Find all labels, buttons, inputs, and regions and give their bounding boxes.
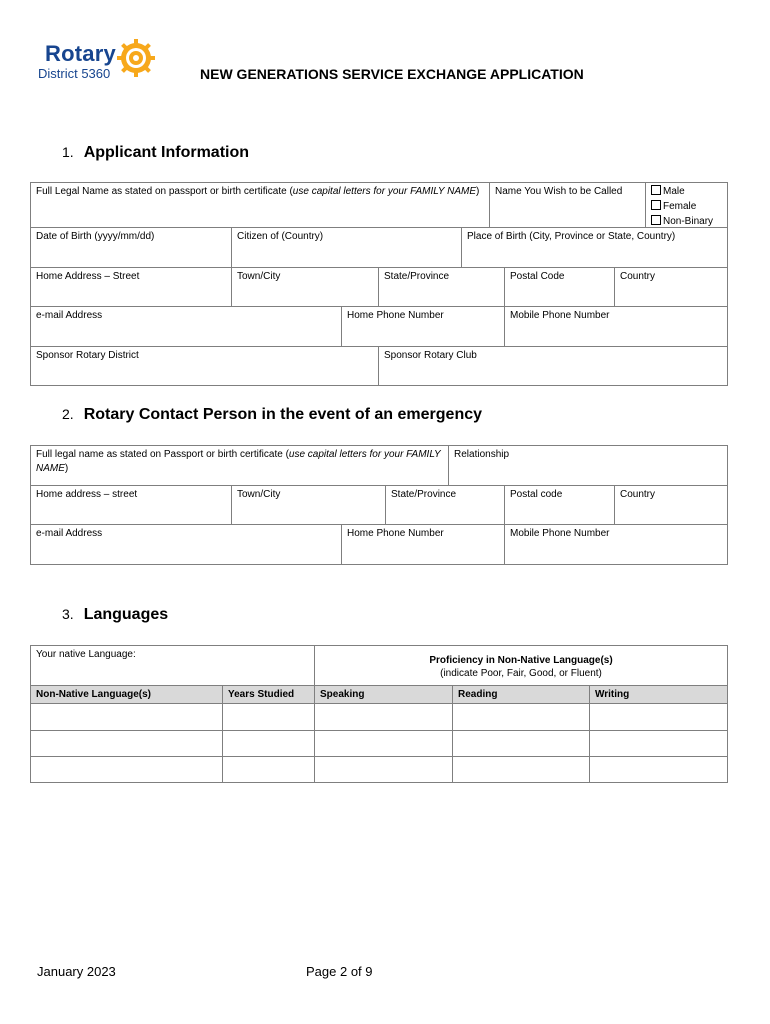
reading-cell[interactable] — [452, 730, 590, 757]
gender-option-male[interactable] — [651, 184, 722, 199]
gender-checkbox-group — [645, 182, 728, 228]
section-title: Rotary Contact Person in the event of an emergency — [83, 406, 483, 423]
field-label-italic: use capital letters for your FAMILY NAME — [36, 449, 441, 474]
relationship-field[interactable] — [448, 445, 728, 486]
field-label: Mobile Phone Number — [510, 310, 610, 321]
section-number: 3. — [62, 606, 74, 622]
field-label: Relationship — [454, 449, 510, 460]
checkbox-icon[interactable] — [651, 215, 661, 225]
field-label: Date of Birth (yyyy/mm/dd) — [36, 231, 155, 242]
field-label: Country — [620, 489, 656, 500]
field-label: Your native Language: — [36, 649, 136, 660]
email-field[interactable] — [30, 306, 342, 347]
years-cell[interactable] — [222, 756, 315, 783]
language-cell[interactable] — [30, 703, 223, 731]
dob-field[interactable] — [30, 227, 232, 268]
column-header-years: Years Studied — [222, 685, 315, 704]
reading-cell[interactable] — [452, 756, 590, 783]
field-label: Town/City — [237, 271, 281, 282]
checkbox-icon[interactable] — [651, 200, 661, 210]
writing-cell[interactable] — [589, 703, 728, 731]
document-title: NEW GENERATIONS SERVICE EXCHANGE APPLICATION — [200, 66, 584, 82]
proficiency-title: Proficiency in Non-Native Language(s) — [429, 655, 613, 666]
place-of-birth-field[interactable] — [461, 227, 728, 268]
section-number: 2. — [62, 406, 74, 422]
field-label: Home Address – Street — [36, 271, 140, 282]
contact-email-field[interactable] — [30, 524, 342, 565]
column-header-speaking: Speaking — [314, 685, 453, 704]
field-label: Full Legal Name as stated on passport or birth certificate ( — [36, 186, 293, 197]
field-label: Full legal name as stated on Passport or birth certificate ( — [36, 449, 289, 460]
home-phone-field[interactable] — [341, 306, 505, 347]
sponsor-district-field[interactable] — [30, 346, 379, 386]
section-3-heading — [62, 606, 168, 624]
applicant-full-name-field[interactable] — [30, 182, 490, 228]
field-label-end: ) — [476, 186, 480, 197]
reading-cell[interactable] — [452, 703, 590, 731]
years-cell[interactable] — [222, 730, 315, 757]
field-label: Postal Code — [510, 271, 565, 282]
years-cell[interactable] — [222, 703, 315, 731]
field-label: Home Phone Number — [347, 528, 444, 539]
state-field[interactable] — [378, 267, 505, 307]
sponsor-club-field[interactable] — [378, 346, 728, 386]
contact-street-field[interactable] — [30, 485, 232, 525]
field-label: State/Province — [384, 271, 450, 282]
section-number: 1. — [62, 144, 74, 160]
field-label: Home address – street — [36, 489, 138, 500]
section-title: Languages — [83, 606, 169, 623]
contact-postal-field[interactable] — [504, 485, 615, 525]
field-label: Mobile Phone Number — [510, 528, 610, 539]
field-label-end: ) — [64, 463, 69, 474]
writing-cell[interactable] — [589, 756, 728, 783]
field-label: Name You Wish to be Called — [495, 186, 623, 197]
citizenship-field[interactable] — [231, 227, 462, 268]
field-label: Place of Birth (City, Province or State, Country) — [467, 231, 676, 242]
section-2-heading — [62, 406, 482, 424]
proficiency-header — [314, 645, 728, 686]
option-label: Male — [663, 186, 685, 197]
proficiency-subtitle: (indicate Poor, Fair, Good, or Fluent) — [440, 668, 602, 679]
column-header-writing: Writing — [589, 685, 728, 704]
logo-district: District 5360 — [38, 66, 111, 81]
checkbox-icon[interactable] — [651, 185, 661, 195]
field-label: Sponsor Rotary Club — [384, 350, 477, 361]
rotary-wheel-icon — [115, 37, 157, 79]
country-field[interactable] — [614, 267, 728, 307]
speaking-cell[interactable] — [314, 756, 453, 783]
language-cell[interactable] — [30, 756, 223, 783]
contact-full-name-field[interactable] — [30, 445, 449, 486]
footer-page-number: Page 2 of 9 — [306, 964, 373, 979]
contact-town-field[interactable] — [231, 485, 386, 525]
field-label: State/Province — [391, 489, 457, 500]
speaking-cell[interactable] — [314, 703, 453, 731]
contact-mobile-field[interactable] — [504, 524, 728, 565]
field-label: e-mail Address — [36, 528, 103, 539]
option-label: Female — [663, 201, 697, 212]
field-label: Home Phone Number — [347, 310, 444, 321]
speaking-cell[interactable] — [314, 730, 453, 757]
contact-state-field[interactable] — [385, 485, 505, 525]
language-cell[interactable] — [30, 730, 223, 757]
section-title: Applicant Information — [83, 144, 250, 161]
footer-date: January 2023 — [37, 964, 116, 979]
contact-country-field[interactable] — [614, 485, 728, 525]
option-label: Non-Binary — [663, 216, 714, 227]
field-label: e-mail Address — [36, 310, 103, 321]
field-label: Country — [620, 271, 656, 282]
contact-home-phone-field[interactable] — [341, 524, 505, 565]
field-label: Sponsor Rotary District — [36, 350, 139, 361]
town-field[interactable] — [231, 267, 379, 307]
field-label-italic: use capital letters for your FAMILY NAME — [292, 186, 477, 197]
preferred-name-field[interactable] — [489, 182, 646, 228]
gender-option-female[interactable] — [651, 199, 722, 214]
field-label: Citizen of (Country) — [237, 231, 324, 242]
writing-cell[interactable] — [589, 730, 728, 757]
field-label: Postal code — [510, 489, 563, 500]
postal-code-field[interactable] — [504, 267, 615, 307]
column-header-language: Non-Native Language(s) — [30, 685, 223, 704]
street-field[interactable] — [30, 267, 232, 307]
field-label: Town/City — [237, 489, 281, 500]
mobile-phone-field[interactable] — [504, 306, 728, 347]
rotary-logo — [37, 37, 162, 85]
logo-word: Rotary — [45, 41, 116, 66]
section-1-heading — [62, 144, 249, 162]
native-language-field[interactable] — [30, 645, 315, 686]
column-header-reading: Reading — [452, 685, 590, 704]
